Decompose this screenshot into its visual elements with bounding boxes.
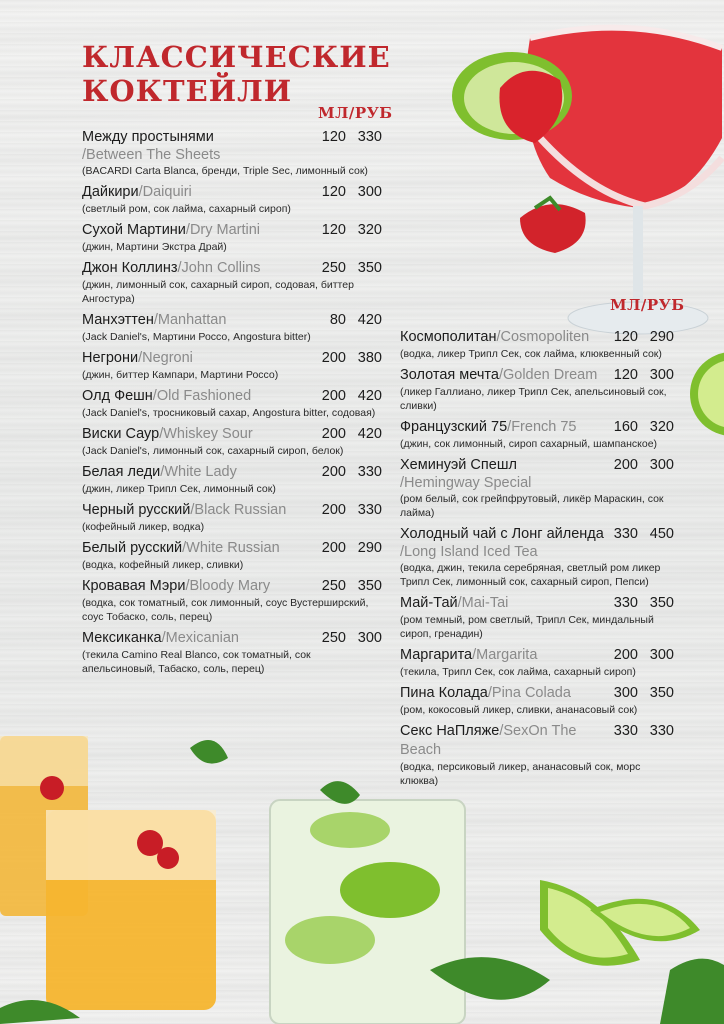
price-rub: 420: [357, 388, 382, 404]
mojito-illustration: [260, 770, 560, 1024]
volume-ml: 120: [321, 129, 346, 145]
name-separator: /: [185, 222, 190, 238]
name-separator: /: [177, 260, 182, 276]
menu-title: [82, 40, 391, 108]
cocktail-prices: [312, 539, 382, 558]
unit-label-right: МЛ/РУБ: [610, 296, 685, 314]
menu-item: [82, 539, 382, 572]
volume-ml: 200: [321, 388, 346, 404]
cocktail-prices: [604, 525, 674, 544]
name-separator: /: [160, 464, 165, 480]
price-rub: 380: [357, 350, 382, 366]
cocktail-name-en: Mai-Tai: [461, 595, 509, 611]
price-rub: 330: [357, 129, 382, 145]
unit-label-left: МЛ/РУБ: [318, 104, 393, 122]
cocktail-name-ru: Манхэттен: [82, 312, 154, 328]
menu-title-line1: КЛАССИЧЕСКИЕ: [82, 40, 391, 74]
cocktail-name-ru: Мексиканка: [82, 630, 162, 646]
cocktail-ingredients: (джин, лимонный сок, сахарный сироп, содовая, биттер Ангостура): [82, 279, 354, 305]
cocktail-ingredients: (водка, сок томатный, сок лимонный, соус Вустерширский, соус Тобаско, соль, перец): [82, 597, 369, 623]
cocktail-prices: [604, 684, 674, 703]
lime-slice-illustration: [688, 350, 724, 440]
price-rub: 300: [649, 367, 674, 383]
menu-item: [400, 684, 674, 717]
name-separator: /: [496, 329, 501, 345]
price-rub: 330: [357, 464, 382, 480]
cocktail-name-en: Cosmopoliten: [500, 329, 590, 345]
volume-ml: 120: [321, 222, 346, 238]
cocktail-name-en: Negroni: [142, 350, 193, 366]
price-rub: 350: [649, 595, 674, 611]
name-separator: /: [190, 502, 195, 518]
cocktail-name-en: Golden Dream: [502, 367, 598, 383]
name-separator: /: [457, 595, 462, 611]
menu-item: [400, 418, 674, 451]
right-menu-column: [400, 328, 674, 788]
cocktail-name-ru: Хеминуэй Спешл: [400, 457, 517, 473]
cocktail-ingredients: (джин, Мартини Экстра Драй): [82, 241, 227, 253]
cocktail-prices: [604, 328, 674, 347]
name-separator: /: [498, 367, 503, 383]
cocktail-name-ru: Май-Тай: [400, 595, 458, 611]
name-separator: /: [138, 350, 143, 366]
cocktail-name-ru: Золотая мечта: [400, 367, 499, 383]
name-separator: /: [152, 388, 157, 404]
left-menu-column: [82, 128, 382, 676]
cocktail-name-ru: Французский 75: [400, 419, 508, 435]
volume-ml: 330: [613, 526, 638, 542]
cocktail-ingredients: (BACARDI Carta Blanca, бренди, Triple Sec, лимонный сок): [82, 165, 368, 177]
volume-ml: 200: [321, 540, 346, 556]
cocktail-ingredients: (водка, джин, текила серебряная, светлый ром ликер Трипл Сек, лимонный сок, сахарный сироп, Пепси): [400, 562, 661, 588]
cocktail-name-en: Whiskey Sour: [163, 426, 253, 442]
cocktail-prices: [312, 311, 382, 330]
cocktail-prices: [312, 425, 382, 444]
cocktail-name-en: John Collins: [181, 260, 261, 276]
volume-ml: 200: [321, 350, 346, 366]
cocktail-ingredients: (Jack Daniel's, Мартини Россо, Angostura bitter): [82, 331, 311, 343]
price-rub: 350: [357, 260, 382, 276]
volume-ml: 250: [321, 260, 346, 276]
cocktail-prices: [604, 646, 674, 665]
volume-ml: 120: [321, 184, 346, 200]
cocktail-name-en: White Lady: [164, 464, 237, 480]
price-rub: 290: [649, 329, 674, 345]
cocktail-name-en: Pina Colada: [491, 685, 571, 701]
cocktail-name-en: Old Fashioned: [156, 388, 252, 404]
volume-ml: 330: [613, 595, 638, 611]
name-separator: /: [499, 723, 504, 739]
cocktail-name-en: SexOn The Beach: [400, 723, 577, 758]
menu-item: [82, 183, 382, 216]
cocktail-name-en: Bloody Mary: [189, 578, 271, 594]
cocktail-name-ru: Кровавая Мэри: [82, 578, 186, 594]
cocktail-prices: [604, 722, 674, 741]
cocktail-ingredients: (кофейный ликер, водка): [82, 521, 205, 533]
cocktail-prices: [604, 366, 674, 385]
name-separator: /: [138, 184, 143, 200]
menu-item: [82, 501, 382, 534]
cocktail-name-en: /Long Island Iced Tea: [400, 544, 538, 560]
menu-item: [82, 387, 382, 420]
menu-item: [400, 722, 674, 788]
cocktail-name-ru: Маргарита: [400, 647, 473, 663]
menu-item: [82, 629, 382, 676]
price-rub: 320: [649, 419, 674, 435]
price-rub: 300: [649, 457, 674, 473]
volume-ml: 200: [321, 464, 346, 480]
price-rub: 320: [357, 222, 382, 238]
price-rub: 420: [357, 426, 382, 442]
price-rub: 300: [357, 184, 382, 200]
price-rub: 300: [357, 630, 382, 646]
cocktail-ingredients: (ром темный, ром светлый, Трипл Сек, миндальный сироп, гренадин): [400, 614, 654, 640]
volume-ml: 330: [613, 723, 638, 739]
menu-item: [82, 425, 382, 458]
cocktail-prices: [312, 577, 382, 596]
volume-ml: 120: [613, 367, 638, 383]
price-rub: 350: [649, 685, 674, 701]
menu-item: [400, 328, 674, 361]
cocktail-prices: [312, 128, 382, 147]
price-rub: 420: [357, 312, 382, 328]
volume-ml: 250: [321, 630, 346, 646]
cocktail-prices: [312, 349, 382, 368]
volume-ml: 200: [321, 502, 346, 518]
volume-ml: 80: [329, 312, 346, 328]
name-separator: /: [153, 312, 158, 328]
cocktail-name-ru: Негрони: [82, 350, 139, 366]
menu-item: [82, 311, 382, 344]
menu-item: [82, 221, 382, 254]
menu-item: [400, 594, 674, 641]
cocktail-name-en: French 75: [511, 419, 577, 435]
orange-cocktails-illustration: [0, 718, 230, 1024]
menu-item: [400, 366, 674, 413]
cocktail-ingredients: (водка, персиковый ликер, ананасовый сок, морс клюква): [400, 761, 641, 787]
menu-item: [82, 577, 382, 624]
volume-ml: 200: [613, 647, 638, 663]
cocktail-name-ru: Черный русский: [82, 502, 191, 518]
menu-item: [82, 259, 382, 306]
cocktail-name-ru: Пина Колада: [400, 685, 488, 701]
volume-ml: 200: [321, 426, 346, 442]
cocktail-ingredients: (джин, ликер Трипл Сек, лимонный сок): [82, 483, 276, 495]
cocktail-name-en: Black Russian: [194, 502, 287, 518]
price-rub: 290: [357, 540, 382, 556]
cocktail-ingredients: (Jack Daniel's, лимонный сок, сахарный сироп, белок): [82, 445, 344, 457]
cocktail-prices: [312, 629, 382, 648]
cocktail-name-en: Margarita: [476, 647, 538, 663]
name-separator: /: [161, 630, 166, 646]
menu-item: [82, 349, 382, 382]
cocktail-name-ru: Холодный чай с Лонг айленда: [400, 526, 604, 542]
volume-ml: 250: [321, 578, 346, 594]
cocktail-prices: [312, 259, 382, 278]
menu-item: [82, 463, 382, 496]
cocktail-name-en: Mexicanian: [165, 630, 239, 646]
price-rub: 350: [357, 578, 382, 594]
cocktail-name-ru: Джон Коллинз: [82, 260, 178, 276]
cocktail-name-ru: Дайкири: [82, 184, 139, 200]
cocktail-prices: [312, 221, 382, 240]
cocktail-name-ru: Белая леди: [82, 464, 161, 480]
cocktail-name-en: /Between The Sheets: [82, 147, 221, 163]
menu-item: [400, 525, 674, 589]
name-separator: /: [159, 426, 164, 442]
volume-ml: 120: [613, 329, 638, 345]
cocktail-prices: [312, 183, 382, 202]
cocktail-name-ru: Белый русский: [82, 540, 183, 556]
cocktail-prices: [312, 387, 382, 406]
cocktail-prices: [312, 463, 382, 482]
cocktail-ingredients: (водка, ликер Трипл Сек, сок лайма, клюквенный сок): [400, 348, 662, 360]
volume-ml: 200: [613, 457, 638, 473]
menu-title-line2: КОКТЕЙЛИ: [82, 74, 293, 108]
cocktail-ingredients: (ром, кокосовый ликер, сливки, ананасовый сок): [400, 704, 638, 716]
name-separator: /: [487, 685, 492, 701]
name-separator: /: [472, 647, 477, 663]
volume-ml: 300: [613, 685, 638, 701]
cocktail-name-en: /Hemingway Special: [400, 475, 532, 491]
price-rub: 330: [357, 502, 382, 518]
lime-wedges-illustration: [540, 870, 724, 1024]
cocktail-ingredients: (текила, Трипл Сек, сок лайма, сахарный сироп): [400, 666, 636, 678]
cocktail-ingredients: (Jack Daniel's, тросниковый сахар, Angostura bitter, содовая): [82, 407, 376, 419]
cocktail-prices: [604, 456, 674, 475]
cocktail-name-ru: Космополитан: [400, 329, 497, 345]
price-rub: 450: [649, 526, 674, 542]
cocktail-name-ru: Между простынями: [82, 129, 214, 145]
cocktail-ingredients: (светлый ром, сок лайма, сахарный сироп): [82, 203, 291, 215]
cocktail-name-en: Daiquiri: [142, 184, 192, 200]
menu-item: [82, 128, 382, 178]
name-separator: /: [185, 578, 190, 594]
cocktail-ingredients: (джин, сок лимонный, сироп сахарный, шампанское): [400, 438, 658, 450]
name-separator: /: [507, 419, 512, 435]
cocktail-ingredients: (текила Camino Real Blanco, сок томатный, сок апельсиновый, Табаско, соль, перец): [82, 649, 311, 675]
cocktail-prices: [604, 594, 674, 613]
price-rub: 330: [649, 723, 674, 739]
price-rub: 300: [649, 647, 674, 663]
cocktail-name-ru: Виски Саур: [82, 426, 160, 442]
cocktail-prices: [312, 501, 382, 520]
cocktail-ingredients: (ликер Галлиано, ликер Трипл Сек, апельсиновый сок, сливки): [400, 386, 667, 412]
cocktail-name-ru: Олд Фешн: [82, 388, 153, 404]
cocktail-prices: [604, 418, 674, 437]
cocktail-name-en: White Russian: [186, 540, 280, 556]
cocktail-ingredients: (джин, биттер Кампари, Мартини Россо): [82, 369, 279, 381]
cocktail-name-ru: Секс НаПляже: [400, 723, 500, 739]
name-separator: /: [182, 540, 187, 556]
volume-ml: 160: [613, 419, 638, 435]
cocktail-name-en: Manhattan: [157, 312, 227, 328]
cocktail-name-en: Dry Martini: [189, 222, 261, 238]
cocktail-ingredients: (водка, кофейный ликер, сливки): [82, 559, 244, 571]
menu-item: [400, 456, 674, 520]
menu-item: [400, 646, 674, 679]
cocktail-name-ru: Сухой Мартини: [82, 222, 186, 238]
cocktail-ingredients: (ром белый, сок грейпфрутовый, ликёр Мараскин, сок лайма): [400, 493, 664, 519]
